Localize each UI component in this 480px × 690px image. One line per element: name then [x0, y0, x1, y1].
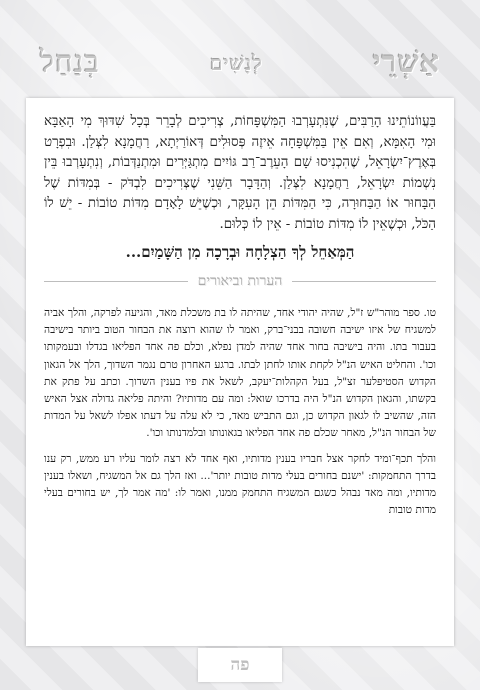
header-word-left: בְּנַחַל — [40, 45, 101, 80]
main-paragraph: בַּעֲווֹנוֹתֵינוּ הָרַבִּים, שֶׁנִּתְעָרְבוּ הַמִּשְׁפָּחוֹת, צְרִיכִים לְבָרֵר בְּכָל שִׁדּוּךְ מִי הָאַבָּא וּמִי הָאִמָּא, וְאִם אֵין בַּמִּשְׁפָּחָה אֵיזֶה פְּסוּלִים דְּאוֹרַיְתָא, רַחֲמָנָא לִצְּלַן. וּבִפְרָט בְּאֶרֶץ־יִשְׂרָאֵל, שֶׁהִכְנִיסוּ שָׁם הָעֵרֶב־רַב גּוֹיִים מִתְגַּיְּרִים וּמִתְנַדְּבוֹת, וְנִתְעָרְבוּ בֵּין נִשְׁמוֹת יִשְׂרָאֵל, רַחֲמָנָא לִצְּלַן. וְהַדָּבָר הַשֵּׁנִי שֶׁצְּרִיכִים לִבְדֹּק - בְּמִדּוֹת שֶׁל הַבָּחוּר אוֹ הַבַּחוּרָה, כִּי הַמִּדּוֹת הֵן הָעִקָּר, וּכְשֶׁיֵּשׁ לָאָדָם מִדּוֹת טוֹבוֹת - יֵשׁ לוֹ הַכֹּל, וּכְשֶׁאֵין לוֹ מִדּוֹת טוֹבוֹת - אֵין לוֹ כְּלוּם. — [44, 114, 436, 232]
header-word-middle: לְנָשִׁים — [210, 51, 263, 75]
page-number: פה — [198, 648, 282, 682]
blessing-line: הַמְּאַחֵל לְךָ הַצְלָחָה וּבְרָכָה מִן הַשָּׁמַיִם... — [125, 243, 355, 261]
notes-paragraph-2: והלך תכף־ומיד לחקר אצל חבריו בענין מדותיו, ואף אחד לא רצה לומר עליו רע ממש, רק ענו בדרך התחמקות: 'ישנם בחורים בעלי מדות טובות יותר'... ואז הלך גם אל המשגיח, ושאלו בענין מדותיו, ומה מאד נבהל כשגם המשגיח התחמק ממנו, ואמר לו: 'מה אמר לך, יש בחורים בעלי מדות טובות — [44, 452, 436, 517]
header-word-right: אַשְׁרֵי — [372, 45, 440, 80]
content-panel — [26, 98, 454, 646]
notes-section-title: הערות וביאורים — [188, 273, 293, 290]
book-header — [40, 30, 440, 80]
notes-paragraph-1: טו. ספר מוהר"ש ז"ל, שהיה יהודי אחד, שהיתה לו בת משכלת מאד, והגיעה לפרקה, והלך אביה למשגיח של איזו ישיבה חשובה בבני־ברק, ואמר לו שהוא רוצה את הבחור הטוב ביותר בישיבה בעבור בתו. והיה בישיבה בחור אחד שהיה למדן נפלא, וכלם פה אחד הפליאו בגדלו ובעמקותו וכו'. והחליט האיש הנ"ל לקחת אותו לחתן לבתו. ברגע האחרון טרם נגמר השדוך, הלך אל הגאון הקדוש הסטיפלער זצ"ל, בעל הקהלות־יעקב, לשאל את פיו בענין השדוך. וכתב על פתק את בקשתו, והגאון הקדוש הנ"ל היה בדרכו שואל: ומה עם מדותיו? והיתה פליאה גדולה אצל האיש הזה, שהשיב לו לגאון הקדוש כן, וגם התביש מאד, כי לא עלה על דעתו אפלו לשאל על המדות של הבחור הנ"ל, מאחר שכלם פה אחד הפליאו בגאונותו ובלמדנותו וכו'. — [44, 307, 436, 440]
notes-section-banner — [44, 269, 436, 293]
